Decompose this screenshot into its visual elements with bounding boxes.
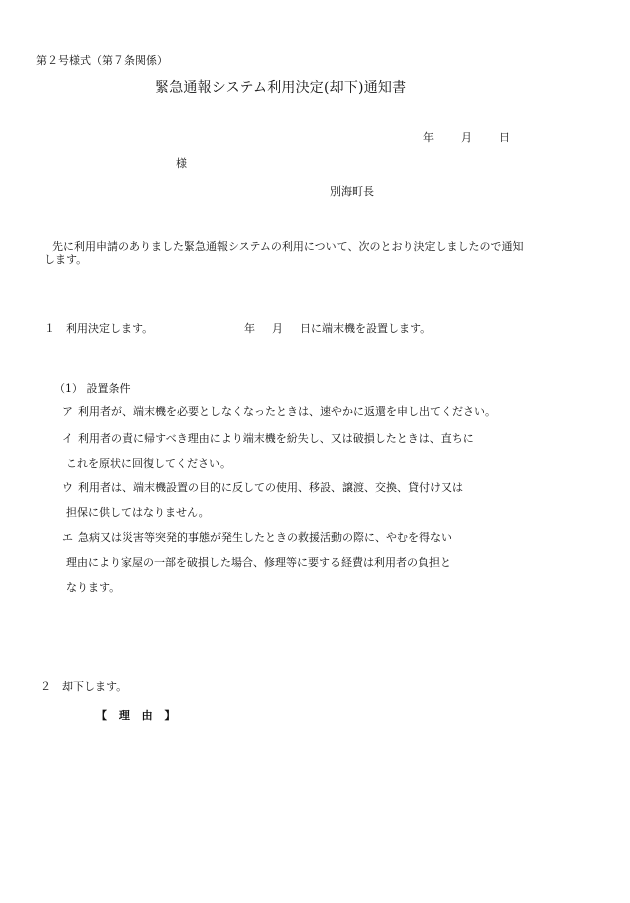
condition-i-line-1: 利用者の責に帰すべき理由により端末機を紛失し、又は破損したときは、直ちに xyxy=(78,432,474,445)
recipient-suffix: 様 xyxy=(176,157,187,170)
condition-u-mark: ウ xyxy=(62,481,73,494)
condition-e-line-1: 急病又は災害等突発的事態が発生したときの救援活動の際に、やむを得ない xyxy=(78,531,452,544)
section2-label: ２ 却下します。 xyxy=(40,680,128,693)
form-number: 第２号様式（第７条関係） xyxy=(36,54,168,67)
condition-u-line-2: 担保に供してはなりません。 xyxy=(66,506,210,519)
condition-a-mark: ア xyxy=(62,405,73,418)
conditions-heading: （1） 設置条件 xyxy=(54,382,131,395)
date-day: 日 xyxy=(499,131,510,144)
condition-u-line-1: 利用者は、端末機設置の目的に反しての使用、移設、譲渡、交換、貸付け又は xyxy=(78,481,463,494)
issue-date xyxy=(423,131,510,145)
section1-label: １ 利用決定します。 xyxy=(44,322,154,335)
condition-i-line-2: これを原状に回復してください。 xyxy=(66,457,231,470)
date-month: 月 xyxy=(461,131,472,144)
sender-name: 別海町長 xyxy=(330,185,374,198)
document-title: 緊急通報システム利用決定(却下)通知書 xyxy=(155,80,407,96)
date-year: 年 xyxy=(423,131,434,144)
intro-line-2: します。 xyxy=(44,253,88,266)
intro-line-1: 先に利用申請のありました緊急通報システムの利用について、次のとおり決定しましたので通知 xyxy=(52,240,524,253)
section1-month: 月 xyxy=(272,322,283,335)
section1-year: 年 xyxy=(244,322,255,335)
condition-e-line-2: 理由により家屋の一部を破損した場合、修理等に要する経費は利用者の負担と xyxy=(66,556,451,569)
condition-a-line-1: 利用者が、端末機を必要としなくなったときは、速やかに返還を申し出てください。 xyxy=(78,405,496,418)
section1-tail: 日に端末機を設置します。 xyxy=(300,322,432,335)
condition-e-line-3: なります。 xyxy=(66,581,121,594)
condition-e-mark: エ xyxy=(62,531,73,544)
reason-heading: 【 理 由 】 xyxy=(96,709,180,722)
condition-i-mark: イ xyxy=(62,432,73,445)
